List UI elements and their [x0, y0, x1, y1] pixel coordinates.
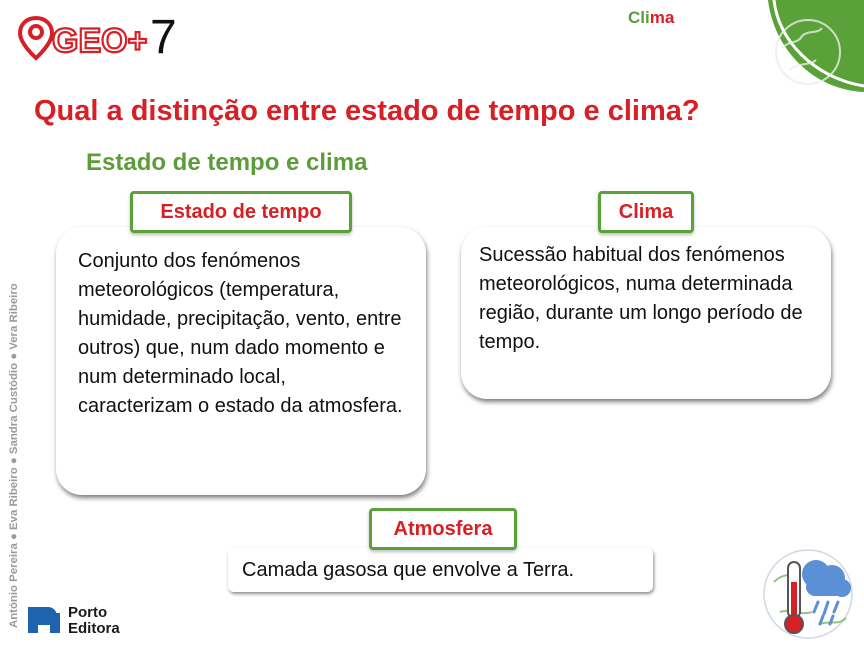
logo-text: GEO+ — [52, 22, 148, 60]
grade-number: 7 — [150, 11, 177, 64]
geo-logo — [16, 12, 148, 64]
section-subtitle: Estado de tempo e clima — [86, 149, 368, 176]
climate-label-tab: Clima — [598, 191, 694, 233]
weather-definition-card — [56, 227, 426, 495]
atmosphere-label-tab: Atmosfera — [369, 508, 517, 550]
climate-definition-card — [461, 227, 831, 399]
globe-icon — [768, 0, 864, 92]
weather-label-tab: Estado de tempo — [130, 191, 352, 233]
atmosphere-definition-text: Camada gasosa que envolve a Terra. — [242, 559, 575, 581]
thermometer-cloud-icon — [760, 542, 858, 642]
topic-prefix: Cli — [628, 8, 650, 27]
topic-suffix: ma — [649, 8, 675, 27]
corner-globe-decoration — [768, 0, 864, 92]
publisher-line1: Porto — [68, 604, 108, 621]
weather-definition-text: Conjunto dos fenómenos meteorológicos (temperatura, humidade, precipitação, vento, entre outros) que, num dado momento e num determinado local, caracterizam o estado da atmosfera. — [78, 250, 403, 417]
authors-text: António Pereira ● Eva Ribeiro ● Sandra Custódio ● Vera Ribeiro — [8, 283, 20, 628]
location-pin-icon — [16, 12, 148, 64]
page-title: Qual a distinção entre estado de tempo e clima? — [34, 95, 700, 127]
publisher-line2: Editora — [68, 620, 120, 637]
authors-credit — [0, 283, 24, 632]
publisher-logo — [26, 603, 130, 635]
atmosphere-definition-card — [228, 548, 653, 592]
climate-definition-text: Sucessão habitual dos fenómenos meteorológicos, numa determinada região, durante um longo período de tempo. — [479, 244, 803, 353]
topic-label — [628, 8, 674, 28]
